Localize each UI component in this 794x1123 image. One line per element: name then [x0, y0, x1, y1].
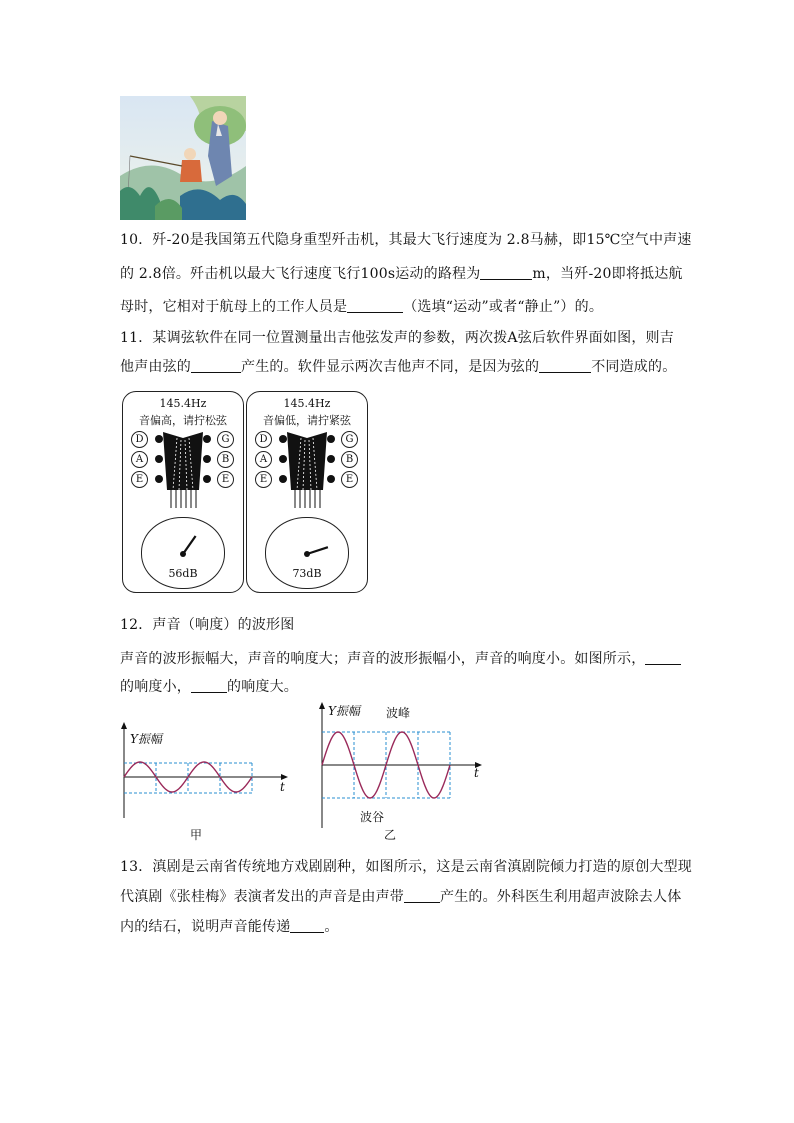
string-peg-d[interactable]: D [255, 431, 272, 448]
q10-line-1: 10．歼-20是我国第五代隐身重型歼击机，其最大飞行速度为 2.8马赫，即15℃空气中声速 [120, 232, 692, 248]
decibel-reading: 56dB [168, 567, 198, 580]
meter-pivot [304, 551, 310, 557]
string-peg-g[interactable]: G [341, 431, 358, 448]
string-peg-e-low[interactable]: E [255, 471, 272, 488]
string-peg-e-high[interactable]: E [341, 471, 358, 488]
q12-title: 12．声音（响度）的波形图 [120, 617, 295, 633]
y-axis-label: Y振幅 [130, 732, 162, 746]
string-peg-g[interactable]: G [217, 431, 234, 448]
q13-line-3 [120, 916, 339, 936]
q13-text: 代滇剧《张桂梅》表演者发出的声音是由声带 [120, 889, 404, 905]
t-axis-label: t [280, 780, 285, 794]
string-peg-b[interactable]: B [217, 451, 234, 468]
q10-line-3 [120, 296, 603, 316]
answer-blank-source[interactable] [191, 358, 241, 373]
tuner-frequency: 145.4Hz [283, 397, 331, 410]
q11-line-2 [120, 356, 676, 376]
answer-blank-vibration[interactable] [404, 888, 440, 903]
answer-blank-quiet[interactable] [645, 650, 681, 665]
tuner-hint: 音偏低，请拧紧弦 [263, 414, 351, 427]
decibel-meter [141, 517, 225, 589]
q10-text: 母时，它相对于航母上的工作人员是 [120, 299, 348, 315]
q11-text: 产生的。软件显示两次吉他声不同，是因为弦的 [241, 359, 540, 375]
q12-text: 的响度大。 [227, 679, 298, 695]
decibel-meter [265, 517, 349, 589]
meter-needle [307, 547, 328, 554]
q10-text: （选填“运动”或者“静止”）的。 [403, 299, 604, 315]
string-peg-b[interactable]: B [341, 451, 358, 468]
answer-blank-energy[interactable] [290, 918, 324, 933]
q13-text: 。 [324, 919, 339, 935]
string-peg-e-low[interactable]: E [131, 471, 148, 488]
q12-text: 声音的波形振幅大，声音的响度大；声音的波形振幅小，声音的响度小。如图所示， [120, 651, 646, 667]
answer-blank-motion[interactable] [347, 298, 403, 313]
figure-label-yi: 乙 [384, 828, 397, 842]
q10-line-2 [120, 263, 683, 283]
q13-text: 内的结石，说明声音能传递 [120, 919, 291, 935]
peak-label: 波峰 [386, 706, 411, 720]
meter-pivot [180, 551, 186, 557]
t-axis-label: t [474, 766, 479, 780]
y-axis-label: Y振幅 [328, 704, 360, 718]
decibel-reading: 73dB [292, 567, 322, 580]
fishing-illustration [120, 96, 246, 220]
q12-line-1 [120, 648, 681, 668]
q11-text: 不同造成的。 [591, 359, 677, 375]
trough-label: 波谷 [360, 810, 385, 824]
q13-line-2 [120, 886, 681, 906]
q10-text: m，当歼-20即将抵达航 [532, 266, 683, 282]
q10-text: 的 2.8倍。歼击机以最大飞行速度飞行100s运动的路程为 [120, 266, 481, 282]
meter-needle [183, 536, 196, 554]
q11-line-1: 11．某调弦软件在同一位置测量出吉他弦发声的参数，两次拨A弦后软件界面如图，则吉 [120, 330, 674, 346]
tuner-hint: 音偏高，请拧松弦 [139, 414, 227, 427]
tuner-panel-1 [122, 391, 244, 593]
q13-line-1: 13．滇剧是云南省传统地方戏剧剧种，如图所示，这是云南省滇剧院倾力打造的原创大型现 [120, 859, 693, 875]
q12-line-2 [120, 676, 298, 696]
tuner-frequency: 145.4Hz [159, 397, 207, 410]
string-peg-a[interactable]: A [131, 451, 148, 468]
q11-text: 他声由弦的 [120, 359, 191, 375]
string-peg-a[interactable]: A [255, 451, 272, 468]
answer-blank-distance[interactable] [480, 265, 532, 280]
figure-label-jia: 甲 [190, 828, 203, 842]
string-peg-e-high[interactable]: E [217, 471, 234, 488]
q13-text: 产生的。外科医生利用超声波除去人体 [440, 889, 682, 905]
answer-blank-loud[interactable] [191, 678, 227, 693]
answer-blank-amplitude[interactable] [539, 358, 591, 373]
q12-text: 的响度小， [120, 679, 191, 695]
tuner-panel-2 [246, 391, 368, 593]
string-peg-d[interactable]: D [131, 431, 148, 448]
